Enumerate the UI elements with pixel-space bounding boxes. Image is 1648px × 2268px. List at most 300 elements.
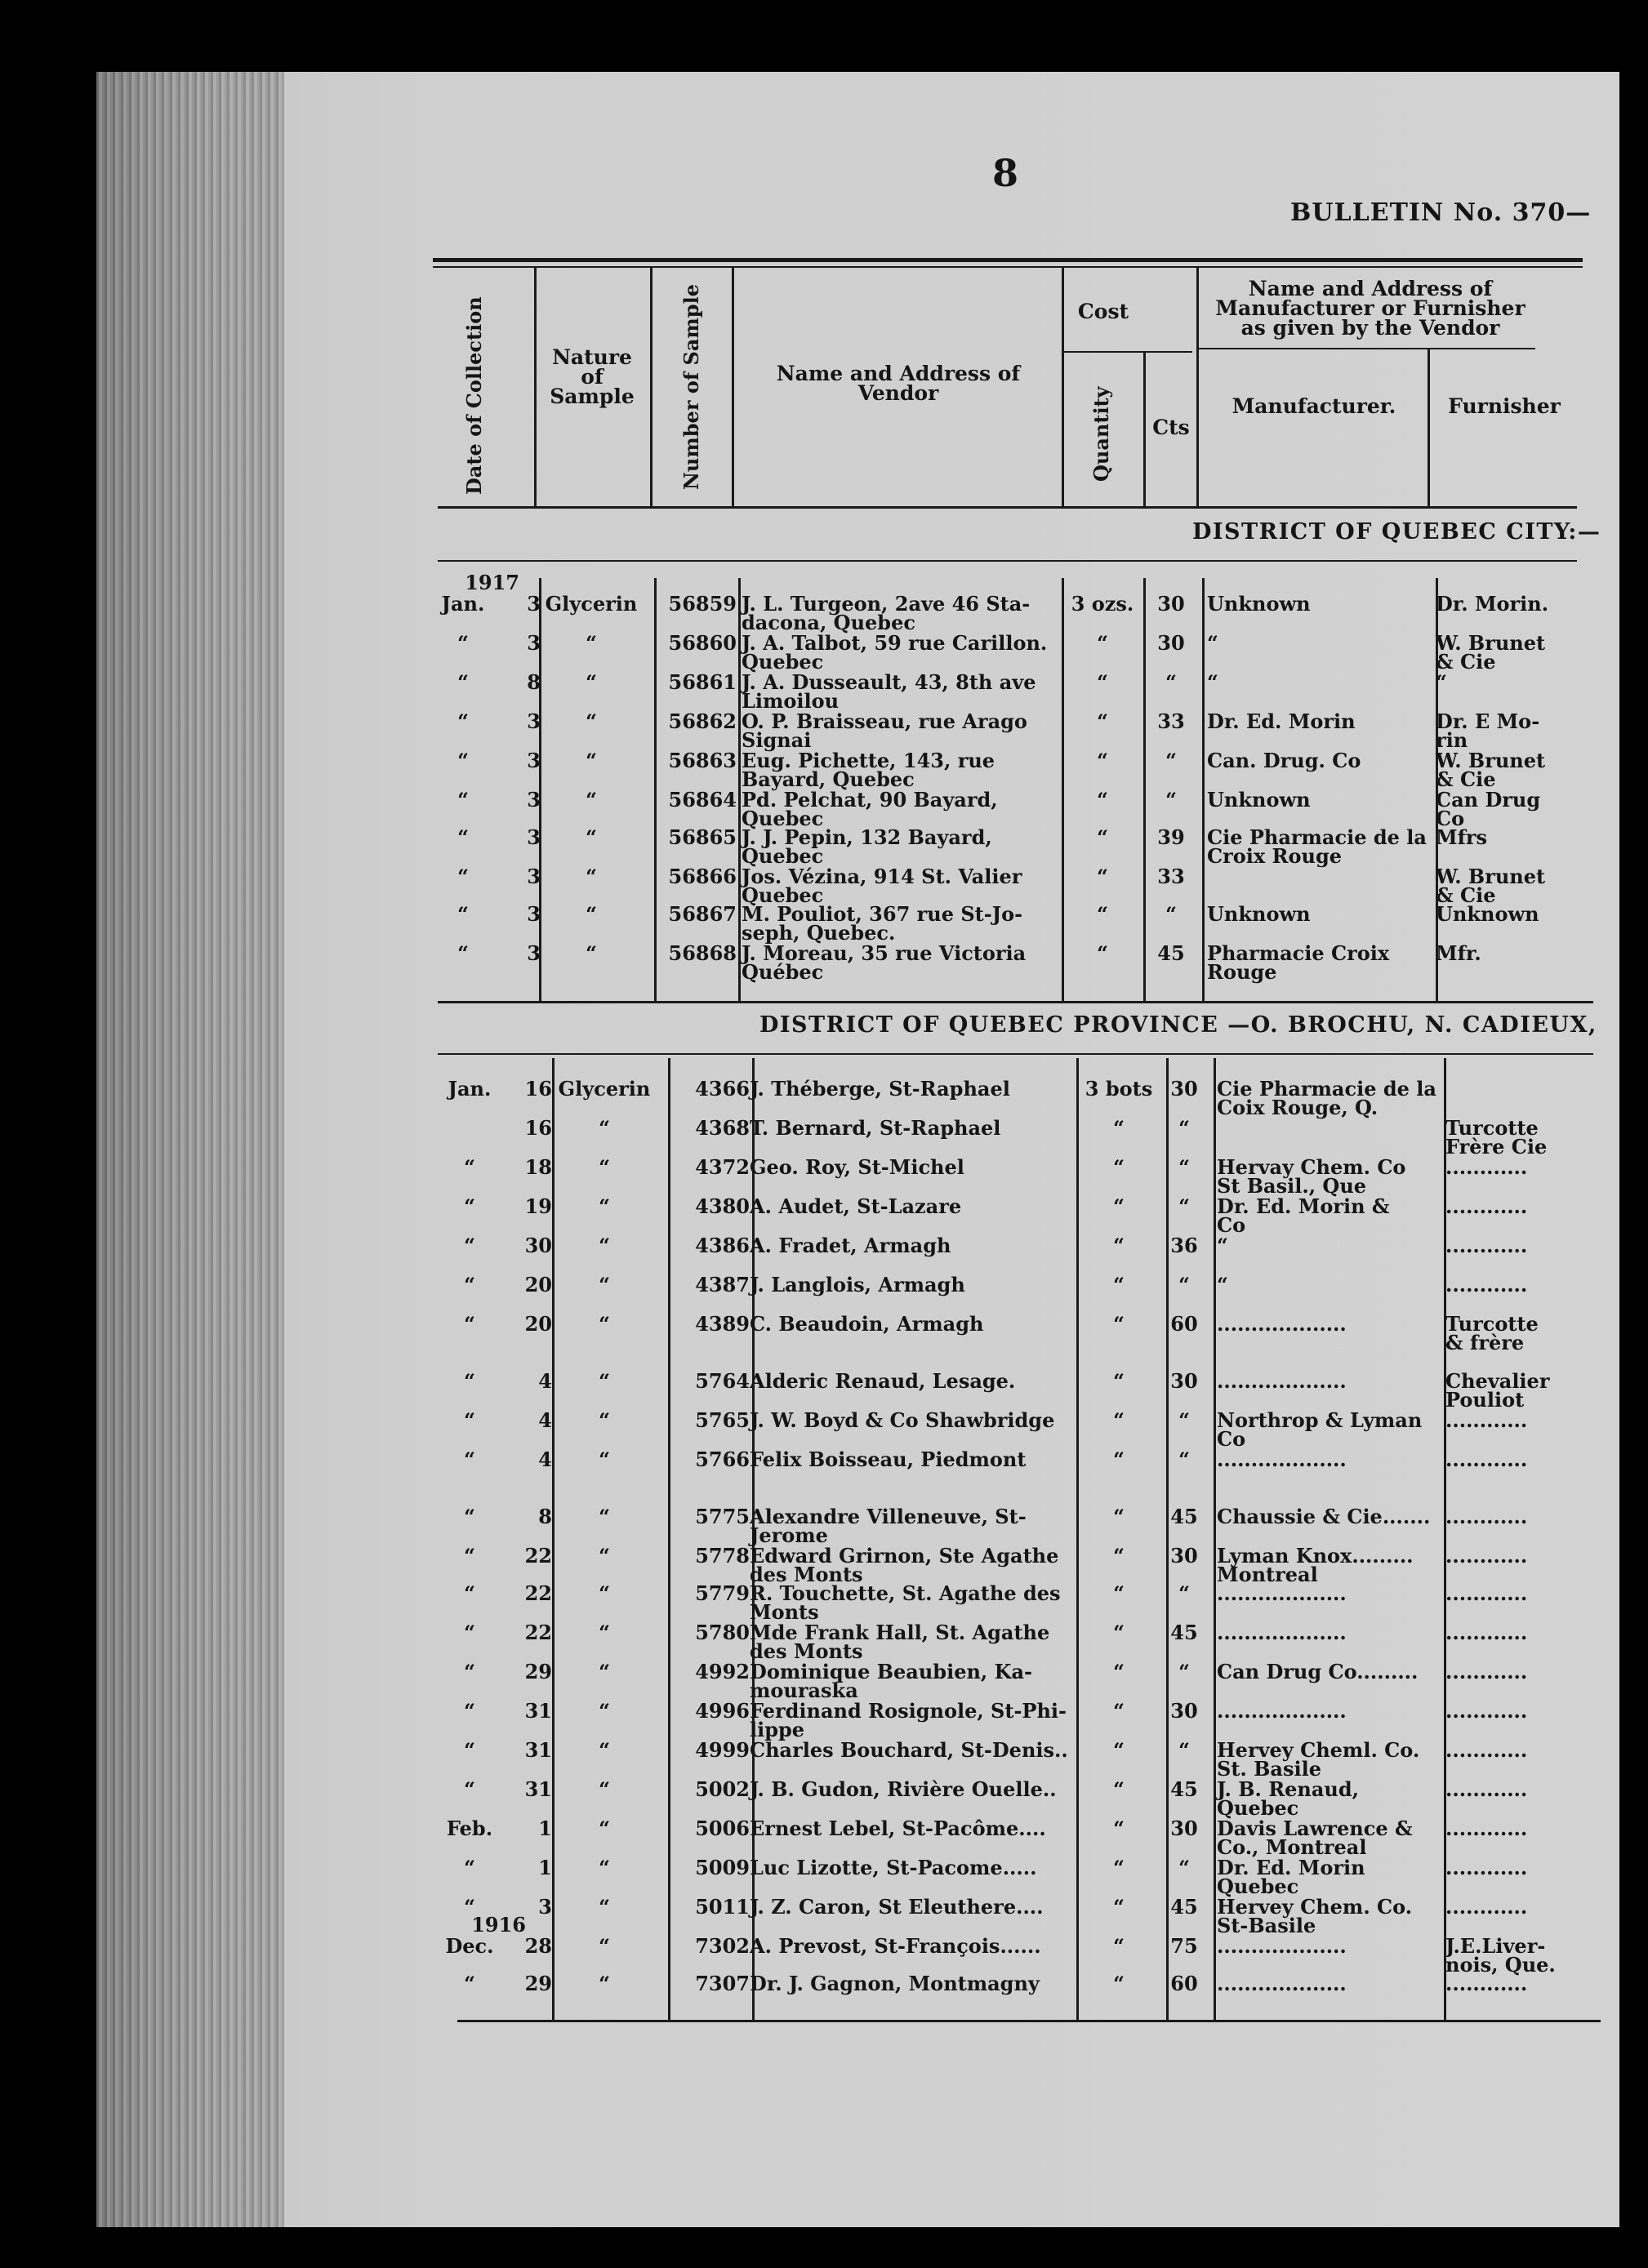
page-edge-shadow	[96, 72, 284, 2227]
cell-month: “	[464, 1581, 475, 1605]
cell-quantity: “	[1113, 1155, 1125, 1179]
cell-vendor: Edward Grirnon, Ste Agathe des Monts	[750, 1544, 1059, 1586]
cell-quantity: “	[1113, 1194, 1125, 1218]
cell-day: 4	[538, 1448, 552, 1471]
cell-vendor: M. Pouliot, 367 rue St-Jo- seph, Quebec.	[742, 902, 1023, 945]
cell-month: Jan.	[448, 1077, 492, 1101]
cell-day: 20	[524, 1273, 552, 1296]
col-rule	[552, 1058, 555, 2020]
cell-number: 5765	[695, 1408, 750, 1432]
cell-month: “	[457, 865, 469, 888]
cell-vendor: Jos. Vézina, 914 St. Valier Quebec	[742, 865, 1022, 907]
cell-day: 4	[538, 1408, 552, 1432]
cell-day: 8	[527, 670, 541, 694]
cell-nature: “	[599, 1116, 610, 1140]
cell-vendor: J. L. Turgeon, 2ave 46 Sta- dacona, Quebec	[742, 592, 1031, 634]
cell-day: 18	[524, 1155, 552, 1179]
cell-month: “	[464, 1234, 475, 1257]
cell-nature: “	[599, 1777, 610, 1801]
cell-month: “	[464, 1448, 475, 1471]
header-vendor: Name and Address of Vendor	[776, 362, 1021, 405]
cell-furnisher: Turcotte Frère Cie	[1445, 1116, 1548, 1158]
cell-manufacturer: Can. Drug. Co	[1207, 749, 1361, 772]
cell-cts: 30	[1170, 1077, 1198, 1101]
cell-number: 56862	[668, 709, 737, 733]
cell-quantity: “	[1113, 1505, 1125, 1528]
cell-day: 1	[538, 1856, 552, 1879]
cell-manufacturer: Unknown	[1207, 902, 1311, 926]
cell-nature: “	[586, 902, 597, 926]
cell-day: 16	[524, 1116, 552, 1140]
cell-nature: Glycerin	[558, 1077, 651, 1101]
cell-vendor: J. Langlois, Armagh	[750, 1273, 965, 1296]
cell-vendor: Ferdinand Rosignole, St-Phi- lippe	[750, 1699, 1067, 1741]
cell-vendor: J. Z. Caron, St Eleuthere....	[750, 1895, 1044, 1919]
cell-cts: 30	[1157, 631, 1185, 655]
cell-cts: “	[1178, 1408, 1190, 1432]
cell-cts: 36	[1170, 1234, 1198, 1257]
table-top-rule-thin	[433, 266, 1583, 268]
bulletin-title: BULLETIN No. 370—	[1290, 198, 1592, 227]
cell-cts: 39	[1157, 825, 1185, 849]
cell-furnisher: ............	[1445, 1856, 1528, 1879]
col-rule	[738, 578, 741, 1001]
cell-quantity: “	[1097, 941, 1108, 965]
cell-cts: 33	[1157, 709, 1185, 733]
cell-day: 20	[524, 1312, 552, 1336]
cell-month: “	[464, 1505, 475, 1528]
table-bottom-rule	[457, 2020, 1601, 2022]
cell-nature: “	[599, 1408, 610, 1432]
cell-quantity: “	[1097, 631, 1108, 655]
cell-nature: “	[599, 1369, 610, 1393]
page-number: 8	[992, 151, 1019, 195]
cell-manufacturer: “	[1217, 1273, 1228, 1296]
cell-cts: “	[1165, 788, 1177, 812]
cell-quantity: “	[1113, 1621, 1125, 1644]
cell-cts: 30	[1170, 1699, 1198, 1723]
cell-vendor: Felix Boisseau, Piedmont	[750, 1448, 1027, 1471]
cell-furnisher: ............	[1445, 1581, 1528, 1605]
district-quebec-province: DISTRICT OF QUEBEC PROVINCE —O. BROCHU, N. CADIEUX,	[759, 1012, 1597, 1038]
cell-number: 4366	[695, 1077, 750, 1101]
cell-number: 4996	[695, 1699, 750, 1723]
cell-cts: 30	[1157, 592, 1185, 616]
cell-quantity: “	[1113, 1660, 1125, 1683]
cell-furnisher: J.E.Liver- nois, Que.	[1445, 1934, 1556, 1977]
cell-day: 22	[524, 1544, 552, 1568]
cell-cts: 75	[1170, 1934, 1198, 1958]
cell-number: 5764	[695, 1369, 750, 1393]
cell-furnisher: ............	[1445, 1738, 1528, 1762]
cell-vendor: Alexandre Villeneuve, St- Jerome	[750, 1505, 1027, 1547]
cell-quantity: “	[1113, 1777, 1125, 1801]
cell-month: “	[464, 1621, 475, 1644]
cell-cts: “	[1178, 1155, 1190, 1179]
cell-number: 5779	[695, 1581, 750, 1605]
cell-nature: “	[599, 1448, 610, 1471]
cell-nature: “	[599, 1544, 610, 1568]
cell-furnisher: W. Brunet & Cie	[1436, 865, 1546, 907]
cell-nature: “	[586, 749, 597, 772]
cell-quantity: “	[1097, 709, 1108, 733]
cell-number: 56867	[668, 902, 737, 926]
cell-nature: “	[599, 1972, 610, 1995]
district2-top-rule	[438, 1001, 1593, 1003]
cell-day: 28	[524, 1934, 552, 1958]
cell-cts: 45	[1170, 1621, 1198, 1644]
cell-nature: “	[599, 1856, 610, 1879]
cell-quantity: “	[1113, 1312, 1125, 1336]
cell-quantity: “	[1113, 1448, 1125, 1471]
cell-quantity: 3 ozs.	[1071, 592, 1134, 616]
header-bottom-rule	[438, 506, 1577, 509]
cell-furnisher: Turcotte & frère	[1445, 1312, 1539, 1354]
header-col-rule	[650, 266, 653, 506]
cell-number: 4368	[695, 1116, 750, 1140]
cell-number: 56860	[668, 631, 737, 655]
cell-number: 5011	[695, 1895, 750, 1919]
cell-manufacturer: “	[1207, 670, 1218, 694]
cell-nature: “	[586, 670, 597, 694]
header-manufacturer: Manufacturer.	[1232, 394, 1396, 418]
cost-subrule	[1062, 351, 1192, 353]
cell-vendor: Geo. Roy, St-Michel	[750, 1155, 964, 1179]
cell-nature: “	[599, 1934, 610, 1958]
cell-month: “	[464, 1408, 475, 1432]
cell-quantity: “	[1113, 1369, 1125, 1393]
cell-number: 4992	[695, 1660, 750, 1683]
cell-vendor: T. Bernard, St-Raphael	[750, 1116, 1001, 1140]
cell-month: “	[464, 1155, 475, 1179]
district-quebec-city: DISTRICT OF QUEBEC CITY:—	[1192, 519, 1601, 545]
cell-furnisher: ............	[1445, 1972, 1528, 1995]
cell-vendor: A. Fradet, Armagh	[750, 1234, 951, 1257]
cell-day: 3	[527, 825, 541, 849]
cell-day: 3	[527, 941, 541, 965]
cell-month: “	[464, 1194, 475, 1218]
header-nature: Nature of Sample	[550, 345, 635, 408]
cell-cts: 60	[1170, 1312, 1198, 1336]
cell-year: 1916	[471, 1913, 526, 1937]
cell-manufacturer: Dr. Ed. Morin & Co	[1217, 1194, 1390, 1237]
cell-nature: “	[599, 1155, 610, 1179]
header-mf-group: Name and Address of Manufacturer or Furnisher as given by the Vendor	[1215, 277, 1526, 340]
cell-vendor: C. Beaudoin, Armagh	[750, 1312, 984, 1336]
cell-day: 29	[524, 1972, 552, 1995]
cell-number: 5006	[695, 1817, 750, 1840]
cell-furnisher: ............	[1445, 1155, 1528, 1179]
cell-vendor: J. Théberge, St-Raphael	[750, 1077, 1010, 1101]
cell-quantity: “	[1113, 1972, 1125, 1995]
cell-quantity: “	[1097, 788, 1108, 812]
cell-day: 31	[524, 1777, 552, 1801]
cell-manufacturer: Cie Pharmacie de la Coix Rouge, Q.	[1217, 1077, 1436, 1119]
header-number: Number of Sample	[679, 284, 703, 490]
header-col-rule	[1062, 266, 1064, 506]
cell-manufacturer: Hervay Chem. Co St Basil., Que	[1217, 1155, 1406, 1198]
cell-month: “	[457, 788, 469, 812]
cell-number: 56866	[668, 865, 737, 888]
cell-furnisher: ............	[1445, 1817, 1528, 1840]
cell-nature: “	[599, 1699, 610, 1723]
cell-quantity: “	[1113, 1856, 1125, 1879]
cell-month: “	[457, 902, 469, 926]
mf-subrule	[1199, 348, 1535, 349]
cell-vendor: Dominique Beaubien, Ka- mouraska	[750, 1660, 1033, 1702]
cell-day: 31	[524, 1699, 552, 1723]
cell-furnisher: ............	[1445, 1273, 1528, 1296]
cell-vendor: Dr. J. Gagnon, Montmagny	[750, 1972, 1040, 1995]
cell-day: 22	[524, 1581, 552, 1605]
cell-number: 4386	[695, 1234, 750, 1257]
cell-day: 3	[527, 902, 541, 926]
cell-manufacturer: Unknown	[1207, 592, 1311, 616]
col-rule	[1076, 1058, 1079, 2020]
cell-nature: “	[586, 825, 597, 849]
cell-month: “	[464, 1972, 475, 1995]
col-rule	[1214, 1058, 1216, 2020]
cell-manufacturer: Dr. Ed. Morin Quebec	[1217, 1856, 1365, 1898]
cell-number: 4380	[695, 1194, 750, 1218]
cell-manufacturer: ...................	[1217, 1369, 1347, 1393]
cell-manufacturer: ...................	[1217, 1621, 1347, 1644]
cell-manufacturer: Hervey Chem. Co. St-Basile	[1217, 1895, 1413, 1937]
cell-nature: “	[599, 1895, 610, 1919]
cell-year: 1917	[465, 571, 519, 594]
cell-furnisher: ............	[1445, 1544, 1528, 1568]
cell-month: “	[464, 1660, 475, 1683]
cell-nature: “	[599, 1505, 610, 1528]
cell-quantity: “	[1113, 1581, 1125, 1605]
cell-nature: “	[586, 941, 597, 965]
cell-number: 5775	[695, 1505, 750, 1528]
cell-furnisher: ............	[1445, 1660, 1528, 1683]
cell-vendor: A. Prevost, St-François......	[750, 1934, 1041, 1958]
header-cost: Cost	[1077, 300, 1129, 323]
cell-month: “	[457, 709, 469, 733]
cell-day: 1	[538, 1817, 552, 1840]
cell-month: “	[464, 1777, 475, 1801]
cell-nature: “	[599, 1234, 610, 1257]
cell-cts: 45	[1157, 941, 1185, 965]
cell-day: 3	[527, 788, 541, 812]
cell-number: 56865	[668, 825, 737, 849]
cell-manufacturer: Can Drug Co.........	[1217, 1660, 1419, 1683]
cell-day: 8	[538, 1505, 552, 1528]
cell-manufacturer: ...................	[1217, 1699, 1347, 1723]
cell-quantity: “	[1113, 1738, 1125, 1762]
col-rule	[1202, 578, 1205, 1001]
cell-month: Jan.	[441, 592, 485, 616]
cell-cts: 60	[1170, 1972, 1198, 1995]
cell-number: 56861	[668, 670, 737, 694]
cell-day: 4	[538, 1369, 552, 1393]
header-col-rule	[732, 266, 734, 506]
cell-nature: “	[586, 865, 597, 888]
cell-day: 3	[527, 749, 541, 772]
header-col-rule	[534, 266, 537, 506]
cell-day: 31	[524, 1738, 552, 1762]
header-furnisher: Furnisher	[1448, 394, 1561, 418]
cell-month: “	[464, 1273, 475, 1296]
cell-number: 5778	[695, 1544, 750, 1568]
cell-manufacturer: ...................	[1217, 1448, 1347, 1471]
cell-furnisher: ............	[1445, 1408, 1528, 1432]
cell-cts: 45	[1170, 1895, 1198, 1919]
cell-vendor: J. W. Boyd & Co Shawbridge	[750, 1408, 1055, 1432]
cell-number: 4372	[695, 1155, 750, 1179]
cell-cts: 30	[1170, 1369, 1198, 1393]
cell-manufacturer: ...................	[1217, 1972, 1347, 1995]
header-quantity: Quantity	[1089, 386, 1113, 482]
header-col-rule	[1196, 266, 1199, 506]
cell-number: 5002	[695, 1777, 750, 1801]
cell-furnisher: Dr. E Mo- rin	[1436, 709, 1540, 752]
district1-rule	[438, 560, 1577, 562]
cell-quantity: “	[1113, 1544, 1125, 1568]
cell-month: Dec.	[445, 1934, 494, 1958]
cell-vendor: J. A. Talbot, 59 rue Carillon. Quebec	[742, 631, 1048, 674]
cell-quantity: “	[1113, 1273, 1125, 1296]
header-col-rule	[1143, 353, 1146, 506]
cell-day: 22	[524, 1621, 552, 1644]
cell-manufacturer: “	[1217, 1234, 1228, 1257]
cell-nature: “	[599, 1194, 610, 1218]
cell-nature: “	[599, 1660, 610, 1683]
cell-number: 4389	[695, 1312, 750, 1336]
cell-number: 5780	[695, 1621, 750, 1644]
cell-nature: Glycerin	[545, 592, 638, 616]
cell-number: 56868	[668, 941, 737, 965]
cell-cts: “	[1178, 1738, 1190, 1762]
header-col-rule	[1428, 349, 1430, 506]
cell-cts: “	[1178, 1194, 1190, 1218]
cell-manufacturer: Lyman Knox......... Montreal	[1217, 1544, 1414, 1586]
cell-furnisher: Mfrs	[1436, 825, 1488, 849]
cell-vendor: R. Touchette, St. Agathe des Monts	[750, 1581, 1061, 1624]
cell-day: 19	[524, 1194, 552, 1218]
cell-manufacturer: Chaussie & Cie.......	[1217, 1505, 1431, 1528]
cell-manufacturer: Hervey Cheml. Co. St. Basile	[1217, 1738, 1420, 1781]
cell-cts: “	[1165, 902, 1177, 926]
cell-number: 7307	[695, 1972, 750, 1995]
cell-manufacturer: “	[1207, 631, 1218, 655]
cell-month: “	[464, 1895, 475, 1919]
cell-cts: 45	[1170, 1505, 1198, 1528]
cell-number: 4999	[695, 1738, 750, 1762]
cell-number: 56863	[668, 749, 737, 772]
cell-manufacturer: Unknown	[1207, 788, 1311, 812]
cell-cts: “	[1178, 1660, 1190, 1683]
cell-nature: “	[586, 788, 597, 812]
cell-vendor: J. B. Gudon, Rivière Ouelle..	[750, 1777, 1057, 1801]
cell-manufacturer: Davis Lawrence & Co., Montreal	[1217, 1817, 1413, 1859]
cell-nature: “	[599, 1817, 610, 1840]
cell-month: “	[457, 670, 469, 694]
cell-quantity: “	[1097, 825, 1108, 849]
cell-month: “	[464, 1369, 475, 1393]
cell-cts: 30	[1170, 1544, 1198, 1568]
cell-nature: “	[586, 631, 597, 655]
cell-nature: “	[599, 1581, 610, 1605]
cell-month: “	[457, 749, 469, 772]
cell-vendor: J. Moreau, 35 rue Victoria Québec	[742, 941, 1027, 984]
cell-nature: “	[599, 1312, 610, 1336]
cell-vendor: J. J. Pepin, 132 Bayard, Quebec	[742, 825, 992, 868]
cell-furnisher: W. Brunet & Cie	[1436, 749, 1546, 791]
cell-number: 5766	[695, 1448, 750, 1471]
cell-furnisher: W. Brunet & Cie	[1436, 631, 1546, 674]
cell-manufacturer: Pharmacie Croix Rouge	[1207, 941, 1390, 984]
cell-nature: “	[599, 1621, 610, 1644]
cell-vendor: A. Audet, St-Lazare	[750, 1194, 962, 1218]
cell-furnisher: “	[1436, 670, 1447, 694]
cell-day: 30	[524, 1234, 552, 1257]
cell-number: 7302	[695, 1934, 750, 1958]
cell-cts: 33	[1157, 865, 1185, 888]
cell-cts: “	[1165, 670, 1177, 694]
cell-quantity: 3 bots	[1085, 1077, 1153, 1101]
cell-nature: “	[599, 1738, 610, 1762]
header-cts: Cts	[1152, 416, 1190, 439]
cell-vendor: Mde Frank Hall, St. Agathe des Monts	[750, 1621, 1050, 1663]
cell-vendor: Pd. Pelchat, 90 Bayard, Quebec	[742, 788, 998, 830]
cell-manufacturer: ...................	[1217, 1312, 1347, 1336]
cell-quantity: “	[1113, 1408, 1125, 1432]
cell-cts: “	[1178, 1273, 1190, 1296]
cell-manufacturer: Dr. Ed. Morin	[1207, 709, 1356, 733]
cell-month: “	[464, 1699, 475, 1723]
cell-cts: 45	[1170, 1777, 1198, 1801]
cell-quantity: “	[1113, 1699, 1125, 1723]
table-top-rule	[433, 258, 1583, 262]
cell-quantity: “	[1113, 1817, 1125, 1840]
cell-day: 3	[527, 631, 541, 655]
cell-furnisher: ............	[1445, 1621, 1528, 1644]
cell-furnisher: ............	[1445, 1448, 1528, 1471]
cell-day: 16	[524, 1077, 552, 1101]
district2-bottom-rule	[438, 1053, 1593, 1055]
cell-furnisher: Mfr.	[1436, 941, 1481, 965]
cell-number: 56859	[668, 592, 737, 616]
cell-quantity: “	[1113, 1934, 1125, 1958]
cell-vendor: Ernest Lebel, St-Pacôme....	[750, 1817, 1046, 1840]
cell-quantity: “	[1097, 902, 1108, 926]
cell-quantity: “	[1113, 1895, 1125, 1919]
cell-number: 4387	[695, 1273, 750, 1296]
cell-furnisher: ............	[1445, 1699, 1528, 1723]
cell-nature: “	[599, 1273, 610, 1296]
cell-number: 56864	[668, 788, 737, 812]
cell-vendor: Eug. Pichette, 143, rue Bayard, Quebec	[742, 749, 995, 791]
cell-manufacturer: Northrop & Lyman Co	[1217, 1408, 1423, 1451]
cell-furnisher: Can Drug Co	[1436, 788, 1541, 830]
cell-quantity: “	[1097, 865, 1108, 888]
cell-day: 3	[527, 865, 541, 888]
cell-furnisher: Chevalier Pouliot	[1445, 1369, 1550, 1412]
cell-month: Feb.	[446, 1817, 493, 1840]
cell-furnisher: ............	[1445, 1777, 1528, 1801]
cell-vendor: Luc Lizotte, St-Pacome.....	[750, 1856, 1037, 1879]
cell-cts: “	[1178, 1856, 1190, 1879]
header-date: Date of Collection	[462, 296, 486, 495]
cell-furnisher: ............	[1445, 1505, 1528, 1528]
cell-manufacturer: ...................	[1217, 1581, 1347, 1605]
cell-month: “	[457, 631, 469, 655]
cell-quantity: “	[1097, 670, 1108, 694]
cell-day: 29	[524, 1660, 552, 1683]
